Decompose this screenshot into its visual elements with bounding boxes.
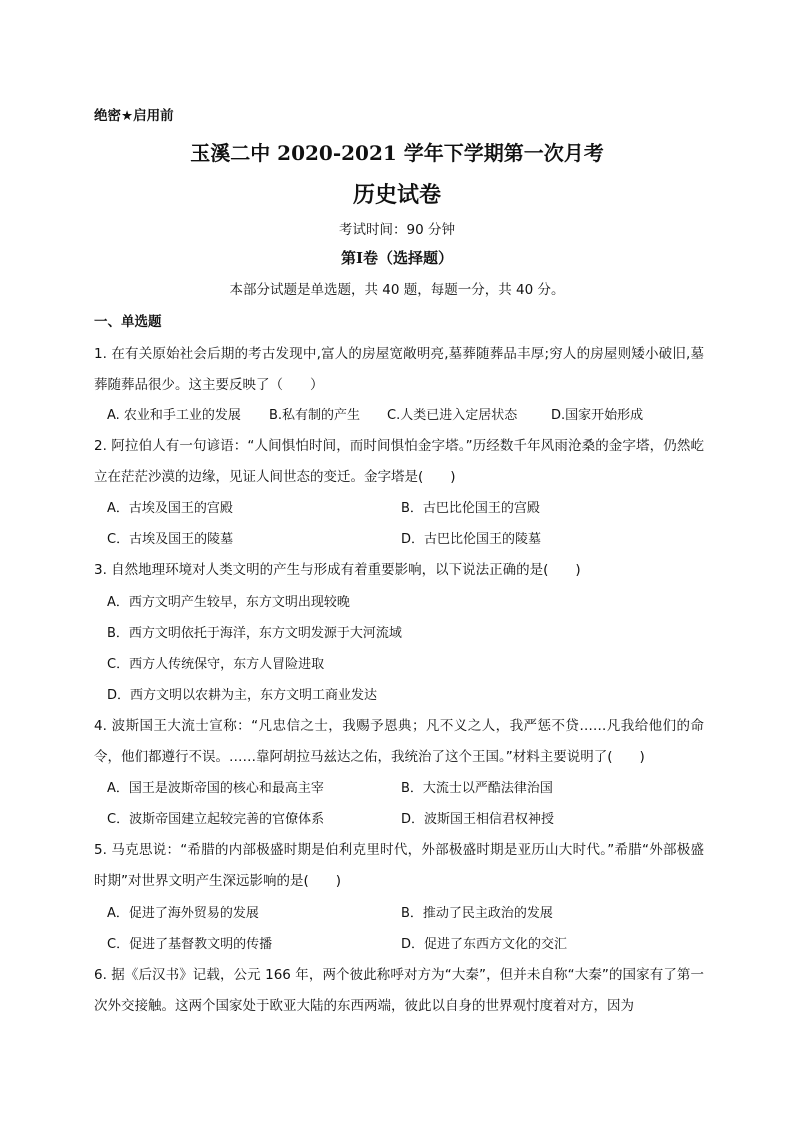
question-3-option-b: B．西方文明依托于海洋，东方文明发源于大河流域 [107,626,402,641]
question-2-option-d: D．古巴比伦国王的陵墓 [401,532,542,547]
question-3-option-c: C．西方人传统保守，东方人冒险进取 [107,657,325,672]
question-5-option-d: D．促进了东西方文化的交汇 [401,937,568,952]
exam-title: 玉溪二中 2020-2021 学年下学期第一次月考 [190,141,604,165]
exam-time: 考试时间：90 分钟 [339,222,455,238]
confidential-label: 绝密★启用前 [94,108,174,124]
question-3-stem: 3. 自然地理环境对人类文明的产生与形成有着重要影响，以下说法正确的是( ) [94,562,581,578]
question-4-stem: 4. 波斯国王大流士宣称：“凡忠信之士，我赐予恩典；凡不义之人，我严惩不贷……凡我给他们的命令，他们都遵行不误。……靠阿胡拉马兹达之佑，我统治了这个王国。”材料主要说明了( ) [94,718,704,765]
question-5-option-c: C．促进了基督教文明的传播 [107,937,273,952]
question-4-option-d: D．波斯国王相信君权神授 [401,812,555,827]
question-2-option-b: B．古巴比伦国王的宫殿 [401,501,540,516]
question-1-stem: 1. 在有关原始社会后期的考古发现中,富人的房屋宽敞明亮,墓葬随葬品丰厚;穷人的房屋则矮小破旧,墓葬随葬品很少。这主要反映了（ ） [94,346,704,393]
question-5-stem: 5. 马克思说：“希腊的内部极盛时期是伯利克里时代，外部极盛时期是亚历山大时代。”希腊“外部极盛时期”对世界文明产生深远影响的是( ) [94,842,704,889]
question-6-stem: 6. 据《后汉书》记载，公元 166 年，两个彼此称呼对方为“大秦”，但并未自称“大秦”的国家有了第一次外交接触。这两个国家处于欧亚大陆的东西两端，彼此以自身的世界观忖度着对方，因为 [94,967,704,1014]
question-4-option-b: B．大流士以严酷法律治国 [401,781,553,796]
question-2-option-c: C．古埃及国王的陵墓 [107,532,234,547]
question-1-option-d: D.国家开始形成 [551,408,644,423]
question-1-option-b: B.私有制的产生 [269,408,361,423]
section-description: 本部分试题是单选题，共 40 题，每题一分，共 40 分。 [229,282,565,298]
subject-title: 历史试卷 [352,182,441,208]
question-1-option-a: A. 农业和手工业的发展 [107,408,241,423]
question-4-option-a: A．国王是波斯帝国的核心和最高主宰 [107,781,324,796]
question-1-option-c: C.人类已进入定居状态 [387,408,518,423]
question-4-option-c: C．波斯帝国建立起较完善的官僚体系 [107,812,325,827]
question-2-option-a: A．古埃及国王的宫殿 [107,501,233,516]
volume-title: 第Ⅰ卷（选择题） [340,249,454,267]
question-5-option-b: B．推动了民主政治的发展 [401,906,553,921]
question-3-option-a: A．西方文明产生较早，东方文明出现较晚 [107,595,350,610]
question-3-option-d: D．西方文明以农耕为主，东方文明工商业发达 [107,688,378,703]
section-title: 一、单选题 [94,314,162,330]
question-2-stem: 2. 阿拉伯人有一句谚语：“人间惧怕时间，而时间惧怕金字塔。”历经数千年风雨沧桑的金字塔，仍然屹立在茫茫沙漠的边缘，见证人间世态的变迁。金字塔是( ) [94,438,704,485]
question-5-option-a: A．促进了海外贸易的发展 [107,906,259,921]
